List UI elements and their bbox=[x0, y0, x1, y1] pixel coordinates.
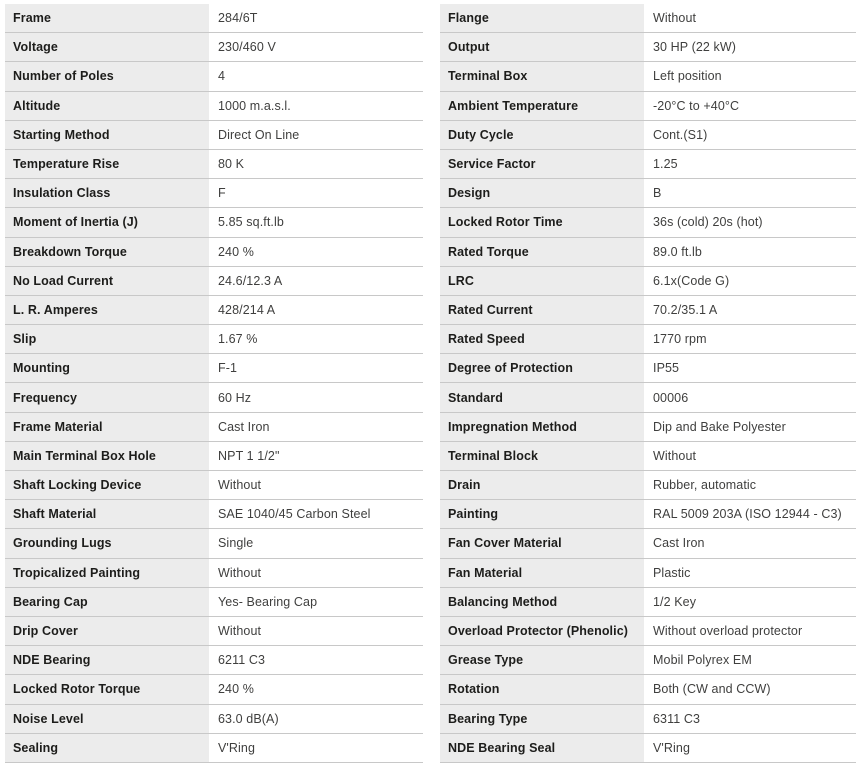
spec-label: Shaft Locking Device bbox=[5, 471, 209, 499]
spec-label: Design bbox=[440, 179, 644, 207]
spec-label: Breakdown Torque bbox=[5, 238, 209, 266]
spec-row bbox=[440, 150, 856, 179]
spec-value: 63.0 dB(A) bbox=[218, 711, 279, 726]
spec-row bbox=[440, 208, 856, 237]
spec-value: 4 bbox=[218, 69, 226, 84]
spec-label: Fan Cover Material bbox=[440, 529, 644, 557]
spec-label: Tropicalized Painting bbox=[5, 559, 209, 587]
spec-value: SAE 1040/45 Carbon Steel bbox=[218, 507, 371, 522]
spec-row bbox=[5, 267, 423, 296]
spec-value: Plastic bbox=[653, 565, 691, 580]
spec-value: 6311 C3 bbox=[653, 711, 701, 726]
spec-value: Rubber, automatic bbox=[653, 478, 757, 493]
spec-row bbox=[5, 734, 423, 763]
spec-label: Bearing Cap bbox=[5, 588, 209, 616]
spec-value: 6.1x(Code G) bbox=[653, 273, 730, 288]
spec-label: Locked Rotor Torque bbox=[5, 675, 209, 703]
spec-label: Balancing Method bbox=[440, 588, 644, 616]
spec-label: Terminal Box bbox=[440, 62, 644, 90]
spec-value: 428/214 A bbox=[218, 302, 276, 317]
spec-value: 24.6/12.3 A bbox=[218, 273, 283, 288]
spec-label: Rated Current bbox=[440, 296, 644, 324]
spec-table-right bbox=[440, 4, 856, 763]
spec-label: Drain bbox=[440, 471, 644, 499]
spec-value: 60 Hz bbox=[218, 390, 252, 405]
spec-label: Mounting bbox=[5, 354, 209, 382]
spec-label: Moment of Inertia (J) bbox=[5, 208, 209, 236]
spec-value: 240 % bbox=[218, 682, 254, 697]
spec-label: Rated Speed bbox=[440, 325, 644, 353]
spec-value: 1.25 bbox=[653, 157, 678, 172]
spec-row bbox=[5, 646, 423, 675]
spec-row bbox=[440, 296, 856, 325]
spec-value: IP55 bbox=[653, 361, 680, 376]
spec-value: V'Ring bbox=[653, 740, 691, 755]
spec-label: Shaft Material bbox=[5, 500, 209, 528]
spec-value: 70.2/35.1 A bbox=[653, 302, 718, 317]
spec-label: Output bbox=[440, 33, 644, 61]
spec-value: Both (CW and CCW) bbox=[653, 682, 771, 697]
spec-row bbox=[440, 617, 856, 646]
spec-value: Direct On Line bbox=[218, 127, 300, 142]
spec-row bbox=[440, 529, 856, 558]
spec-label: Insulation Class bbox=[5, 179, 209, 207]
spec-label: Duty Cycle bbox=[440, 121, 644, 149]
spec-value: Yes- Bearing Cap bbox=[218, 594, 318, 609]
spec-label: Noise Level bbox=[5, 705, 209, 733]
spec-label: Painting bbox=[440, 500, 644, 528]
spec-table-left bbox=[5, 4, 423, 763]
spec-value: RAL 5009 203A (ISO 12944 - C3) bbox=[653, 507, 842, 522]
spec-value: Cast Iron bbox=[218, 419, 270, 434]
spec-row bbox=[5, 588, 423, 617]
spec-label: Frame Material bbox=[5, 413, 209, 441]
spec-label: NDE Bearing Seal bbox=[440, 734, 644, 762]
spec-value: Dip and Bake Polyester bbox=[653, 419, 786, 434]
spec-label: Drip Cover bbox=[5, 617, 209, 645]
spec-value: 1.67 % bbox=[218, 332, 258, 347]
spec-row bbox=[5, 325, 423, 354]
spec-row bbox=[440, 267, 856, 296]
spec-row bbox=[5, 354, 423, 383]
spec-row bbox=[440, 559, 856, 588]
spec-row bbox=[440, 588, 856, 617]
spec-value: Without bbox=[218, 565, 262, 580]
spec-row bbox=[5, 617, 423, 646]
spec-value: 80 K bbox=[218, 157, 245, 172]
spec-value: 00006 bbox=[653, 390, 689, 405]
spec-label: Overload Protector (Phenolic) bbox=[440, 617, 644, 645]
spec-row bbox=[440, 646, 856, 675]
spec-label: Rated Torque bbox=[440, 238, 644, 266]
spec-value: -20°C to +40°C bbox=[653, 98, 740, 113]
spec-row bbox=[440, 179, 856, 208]
spec-label: Fan Material bbox=[440, 559, 644, 587]
spec-label: Number of Poles bbox=[5, 62, 209, 90]
spec-label: LRC bbox=[440, 267, 644, 295]
spec-value: 1770 rpm bbox=[653, 332, 707, 347]
spec-row bbox=[5, 471, 423, 500]
spec-value: V'Ring bbox=[218, 740, 256, 755]
spec-label: Service Factor bbox=[440, 150, 644, 178]
spec-row bbox=[440, 705, 856, 734]
spec-label: Degree of Protection bbox=[440, 354, 644, 382]
spec-value: F-1 bbox=[218, 361, 238, 376]
spec-row bbox=[440, 238, 856, 267]
spec-label: Bearing Type bbox=[440, 705, 644, 733]
spec-label: Main Terminal Box Hole bbox=[5, 442, 209, 470]
spec-label: Terminal Block bbox=[440, 442, 644, 470]
spec-label: No Load Current bbox=[5, 267, 209, 295]
spec-value: 89.0 ft.lb bbox=[653, 244, 702, 259]
spec-value: 230/460 V bbox=[218, 40, 276, 55]
spec-row bbox=[440, 62, 856, 91]
spec-row bbox=[440, 734, 856, 763]
spec-row bbox=[5, 121, 423, 150]
spec-label: Sealing bbox=[5, 734, 209, 762]
spec-value: Without bbox=[218, 478, 262, 493]
spec-row bbox=[5, 179, 423, 208]
spec-label: Ambient Temperature bbox=[440, 92, 644, 120]
spec-label: Temperature Rise bbox=[5, 150, 209, 178]
spec-row bbox=[5, 150, 423, 179]
spec-label: NDE Bearing bbox=[5, 646, 209, 674]
spec-value: 30 HP (22 kW) bbox=[653, 40, 737, 55]
spec-row bbox=[440, 354, 856, 383]
spec-row bbox=[440, 92, 856, 121]
spec-value: 36s (cold) 20s (hot) bbox=[653, 215, 763, 230]
spec-value: B bbox=[653, 186, 662, 201]
spec-row bbox=[5, 500, 423, 529]
spec-label: Flange bbox=[440, 4, 644, 32]
spec-value: 1000 m.a.s.l. bbox=[218, 98, 291, 113]
spec-row bbox=[440, 4, 856, 33]
spec-row bbox=[5, 33, 423, 62]
spec-value: F bbox=[218, 186, 226, 201]
spec-value: Cont.(S1) bbox=[653, 127, 708, 142]
spec-label: Frame bbox=[5, 4, 209, 32]
spec-label: Locked Rotor Time bbox=[440, 208, 644, 236]
spec-row bbox=[5, 296, 423, 325]
spec-row bbox=[5, 238, 423, 267]
spec-value: Without bbox=[218, 624, 262, 639]
spec-row bbox=[440, 413, 856, 442]
spec-row bbox=[5, 383, 423, 412]
spec-value: 240 % bbox=[218, 244, 254, 259]
spec-row bbox=[440, 383, 856, 412]
spec-label: Starting Method bbox=[5, 121, 209, 149]
spec-value: Without overload protector bbox=[653, 624, 803, 639]
spec-label: Impregnation Method bbox=[440, 413, 644, 441]
spec-value: 6211 C3 bbox=[218, 653, 266, 668]
spec-row bbox=[5, 62, 423, 91]
spec-row bbox=[440, 471, 856, 500]
spec-label: Grease Type bbox=[440, 646, 644, 674]
spec-label: Rotation bbox=[440, 675, 644, 703]
spec-label: Voltage bbox=[5, 33, 209, 61]
spec-row bbox=[5, 529, 423, 558]
spec-value: Mobil Polyrex EM bbox=[653, 653, 752, 668]
spec-row bbox=[440, 500, 856, 529]
spec-value: Cast Iron bbox=[653, 536, 705, 551]
spec-row bbox=[440, 675, 856, 704]
spec-value: Single bbox=[218, 536, 254, 551]
spec-label: Frequency bbox=[5, 383, 209, 411]
spec-row bbox=[440, 442, 856, 471]
spec-row bbox=[5, 705, 423, 734]
spec-value: NPT 1 1/2" bbox=[218, 448, 280, 463]
spec-value: Without bbox=[653, 448, 697, 463]
spec-row bbox=[5, 559, 423, 588]
spec-row bbox=[5, 442, 423, 471]
spec-row bbox=[5, 413, 423, 442]
spec-row bbox=[5, 675, 423, 704]
spec-value: 284/6T bbox=[218, 11, 258, 26]
spec-row bbox=[5, 92, 423, 121]
spec-row bbox=[440, 33, 856, 62]
spec-value: Left position bbox=[653, 69, 722, 84]
spec-row bbox=[5, 208, 423, 237]
spec-value: 1/2 Key bbox=[653, 594, 697, 609]
spec-value: 5.85 sq.ft.lb bbox=[218, 215, 284, 230]
spec-label: Slip bbox=[5, 325, 209, 353]
spec-value: Without bbox=[653, 11, 697, 26]
spec-row bbox=[440, 325, 856, 354]
spec-label: Standard bbox=[440, 383, 644, 411]
spec-label: Altitude bbox=[5, 92, 209, 120]
spec-label: Grounding Lugs bbox=[5, 529, 209, 557]
spec-row bbox=[5, 4, 423, 33]
spec-row bbox=[440, 121, 856, 150]
spec-label: L. R. Amperes bbox=[5, 296, 209, 324]
